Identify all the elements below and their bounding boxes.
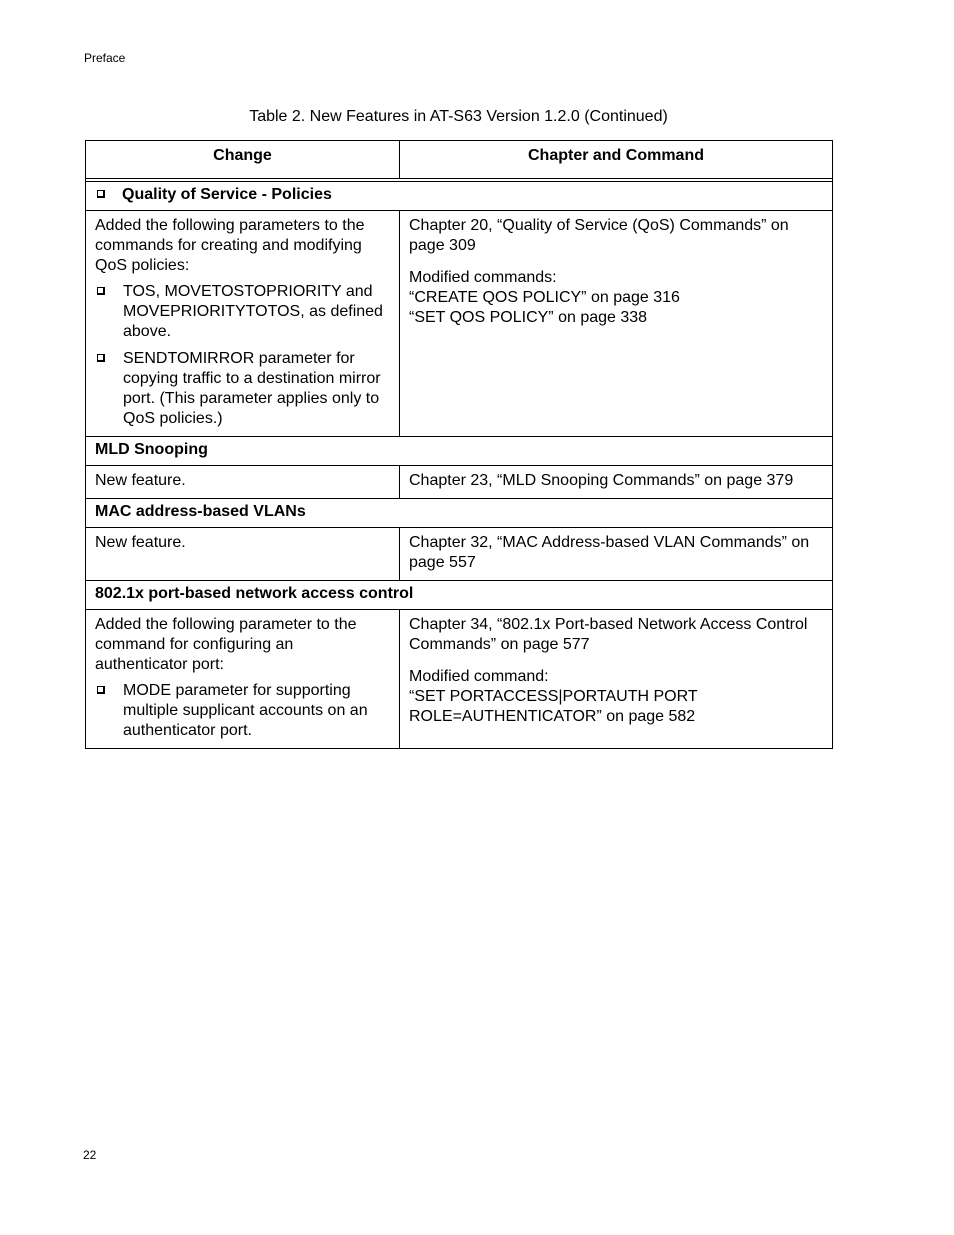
chapter-cell: [400, 610, 833, 749]
column-header-change: Change: [86, 141, 400, 179]
change-cell: New feature.: [86, 466, 400, 499]
list-item-text: MODE parameter for supporting multiple supplicant accounts on an authenticator port.: [123, 682, 368, 739]
bullet-list: [95, 282, 390, 429]
chapter-reference: Chapter 34, “802.1x Port-based Network Access Control Commands” on page 577: [409, 616, 808, 653]
checkbox-bullet-icon: [97, 190, 105, 198]
command-reference: “SET PORTACCESS|PORTAUTH PORT ROLE=AUTHENTICATOR” on page 582: [409, 688, 698, 725]
new-features-table: [85, 140, 833, 749]
section-row-qos: [86, 182, 833, 211]
change-cell: [86, 610, 400, 749]
modified-commands: [409, 667, 823, 727]
section-title-dot1x: 802.1x port-based network access control: [86, 581, 833, 610]
list-item-text: TOS, MOVETOSTOPRIORITY and MOVEPRIORITYTOTOS, as defined above.: [123, 283, 383, 340]
chapter-cell: Chapter 23, “MLD Snooping Commands” on page 379: [400, 466, 833, 499]
table-header-row: [86, 141, 833, 179]
list-item: [95, 349, 390, 429]
bullet-list: [95, 681, 390, 741]
section-row-mac-vlan: [86, 499, 833, 528]
command-reference: “CREATE QOS POLICY” on page 316: [409, 289, 680, 306]
page-number: 22: [83, 1148, 97, 1162]
list-item: [95, 282, 390, 342]
table-row: [86, 610, 833, 749]
column-header-chapter: Chapter and Command: [400, 141, 833, 179]
table-row: [86, 466, 833, 499]
table-row: [86, 528, 833, 581]
section-row-dot1x: [86, 581, 833, 610]
checkbox-bullet-icon: [97, 354, 105, 362]
chapter-cell: [400, 211, 833, 437]
change-intro: Added the following parameter to the command for configuring an authenticator port:: [95, 616, 357, 673]
checkbox-bullet-icon: [97, 287, 105, 295]
section-title-mld: MLD Snooping: [86, 437, 833, 466]
change-cell: New feature.: [86, 528, 400, 581]
list-item-text: SENDTOMIRROR parameter for copying traffic to a destination mirror port. (This parameter applies only to QoS policies.): [123, 350, 381, 427]
table-row: [86, 211, 833, 437]
modified-label: Modified commands:: [409, 269, 557, 286]
change-intro: Added the following parameters to the commands for creating and modifying QoS policies:: [95, 217, 365, 274]
list-item: [95, 681, 390, 741]
chapter-cell: Chapter 32, “MAC Address-based VLAN Commands” on page 557: [400, 528, 833, 581]
modified-label: Modified command:: [409, 668, 549, 685]
chapter-reference: Chapter 20, “Quality of Service (QoS) Commands” on page 309: [409, 217, 789, 254]
table-caption: Table 2. New Features in AT-S63 Version 1.2.0 (Continued): [249, 108, 668, 125]
section-label: Quality of Service - Policies: [122, 186, 332, 203]
command-reference: “SET QOS POLICY” on page 338: [409, 309, 648, 326]
section-row-mld: [86, 437, 833, 466]
running-head: Preface: [84, 51, 126, 65]
checkbox-bullet-icon: [97, 686, 105, 694]
section-title-mac-vlan: MAC address-based VLANs: [86, 499, 833, 528]
section-title-qos: [86, 182, 833, 211]
change-cell: [86, 211, 400, 437]
modified-commands: [409, 268, 823, 328]
